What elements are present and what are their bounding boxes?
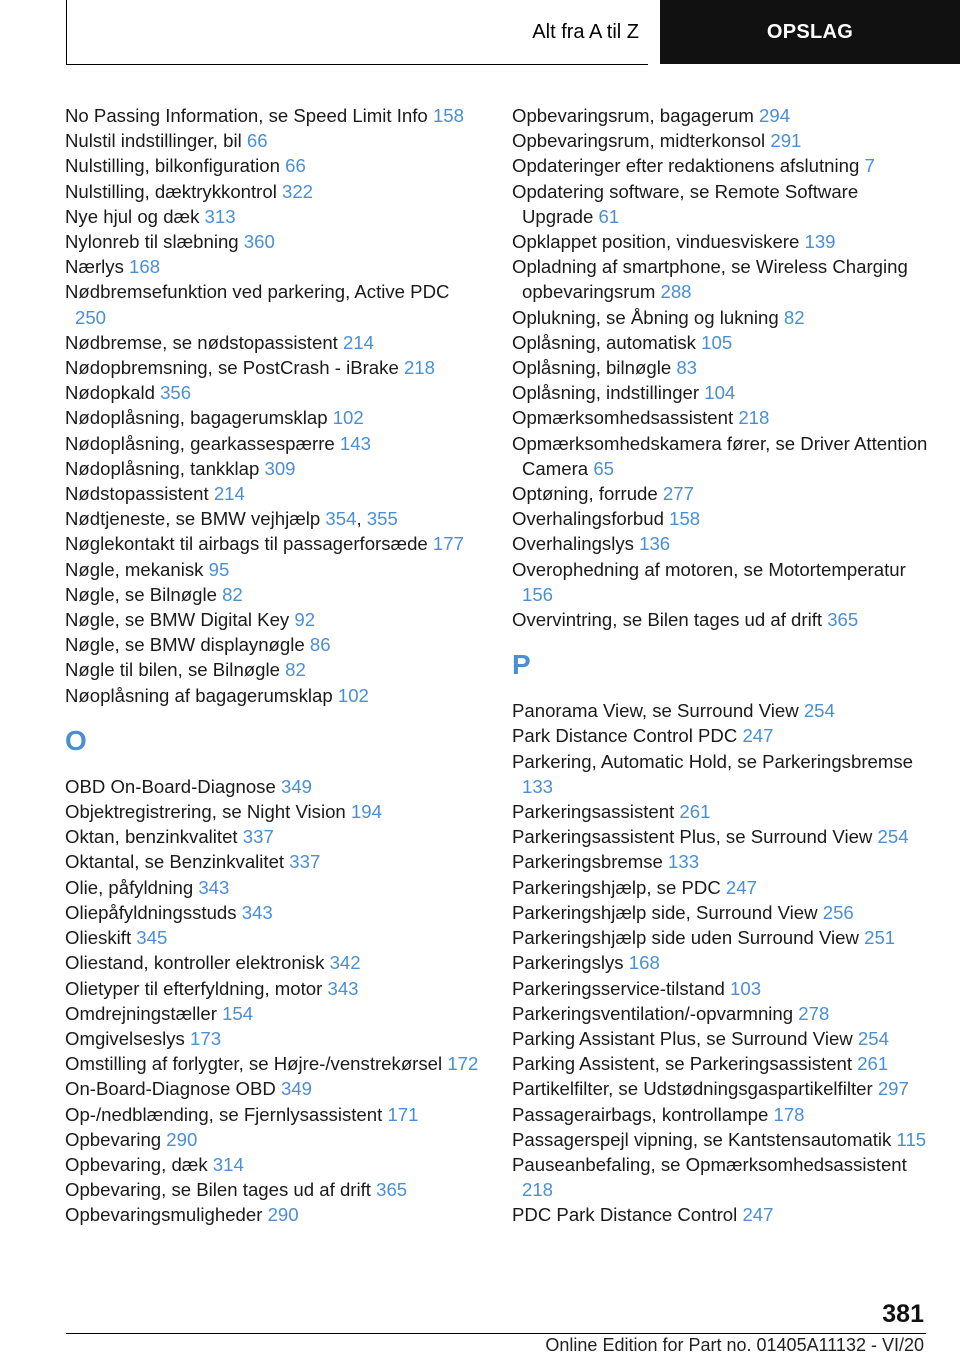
index-term: Overophedning af motoren, se Motortemperatur <box>512 558 906 580</box>
index-term: Nulstilling, bilkonfiguration <box>65 155 286 177</box>
index-term: Parkeringshjælp side, Surround View <box>512 901 823 923</box>
index-term: Overvintring, se Bilen tages ud af drift <box>512 609 828 631</box>
index-term: Nødopkald <box>65 382 161 404</box>
index-term: Parkering, Automatic Hold, se Parkeringsbremse <box>512 750 913 772</box>
index-entry <box>512 355 932 380</box>
index-term: On-Board-Diagnose OBD <box>65 1078 281 1100</box>
page-link[interactable]: 83 <box>676 357 698 379</box>
page-link[interactable]: 104 <box>704 382 736 404</box>
page-link[interactable]: 133 <box>522 775 554 797</box>
index-entry <box>512 976 932 1001</box>
index-entry <box>65 1127 485 1152</box>
index-entry <box>65 128 485 153</box>
page-link[interactable]: 354 <box>325 508 357 530</box>
page-link[interactable]: 256 <box>822 901 854 923</box>
page-link[interactable]: 291 <box>770 130 802 152</box>
index-entry <box>65 481 485 506</box>
page-link[interactable]: 261 <box>857 1053 889 1075</box>
index-term: Olieskift <box>65 927 137 949</box>
page-link[interactable]: 92 <box>294 609 316 631</box>
index-term: Opbevaring, dæk <box>65 1153 213 1175</box>
index-term: Nødoplåsning, tankklap <box>65 457 265 479</box>
page-link[interactable]: 61 <box>598 205 620 227</box>
index-term: Overhalingslys <box>512 533 640 555</box>
index-term: Parkeringsassistent Plus, se Surround View <box>512 826 878 848</box>
index-entry <box>65 531 485 556</box>
index-term: Parkeringsassistent <box>512 801 680 823</box>
index-term: No Passing Information, se Speed Limit Info <box>65 105 433 126</box>
index-term: Parkeringshjælp, se PDC <box>512 876 726 898</box>
header-rule-bottom <box>66 64 648 65</box>
index-term: Nødtjeneste, se BMW vejhjælp <box>65 508 326 530</box>
page-link[interactable]: 254 <box>857 1027 889 1049</box>
index-entry <box>65 683 485 708</box>
page-link[interactable]: 66 <box>285 155 306 177</box>
index-entry <box>512 103 932 128</box>
index-term: Park Distance Control PDC <box>512 725 743 747</box>
page-link[interactable]: 7 <box>864 155 875 177</box>
page-link[interactable]: 95 <box>208 558 230 580</box>
index-term: Nødbremse, se nødstopassistent <box>65 331 343 353</box>
index-term: Oktantal, se Benzinkvalitet <box>65 851 290 873</box>
index-term: Nøglekontakt til airbags til passagerforsæde <box>65 533 433 555</box>
page-link[interactable]: 218 <box>403 357 435 379</box>
page-link[interactable]: 156 <box>522 583 554 605</box>
index-entry <box>65 229 485 254</box>
index-term: OBD On-Board-Diagnose <box>65 775 281 797</box>
index-term: Parking Assistent, se Parkeringsassistent <box>512 1053 858 1075</box>
page-link[interactable]: 194 <box>350 801 382 823</box>
index-term: Oliepåfyldningsstuds <box>65 901 242 923</box>
index-term: Oplåsning, indstillinger <box>512 382 705 404</box>
page-link[interactable]: 355 <box>366 508 398 530</box>
page-link[interactable]: 343 <box>198 876 230 898</box>
page-link[interactable]: 322 <box>282 180 314 202</box>
index-term: Opklappet position, vinduesviskere <box>512 231 805 253</box>
index-entry <box>65 431 485 456</box>
page-link[interactable]: 343 <box>241 901 273 923</box>
page-link[interactable]: 337 <box>242 826 274 848</box>
index-entry <box>512 1127 932 1152</box>
page-link[interactable]: 139 <box>804 231 836 253</box>
index-entry <box>512 254 932 304</box>
page-link[interactable]: 314 <box>212 1153 244 1175</box>
page-link[interactable]: 356 <box>160 382 192 404</box>
index-term: Opbevaringsmuligheder <box>65 1204 268 1226</box>
page-link[interactable]: 337 <box>289 851 321 873</box>
index-entry <box>512 380 932 405</box>
page-link[interactable]: 297 <box>877 1078 909 1100</box>
footer-rule <box>66 1333 926 1334</box>
index-term: Oplåsning, bilnøgle <box>512 357 677 379</box>
page-link[interactable]: 65 <box>593 457 614 479</box>
index-entry <box>65 153 485 178</box>
index-entry <box>512 1076 932 1101</box>
index-entry <box>512 1102 932 1127</box>
page-number: 381 <box>882 1300 924 1328</box>
page-link[interactable]: 349 <box>281 775 313 797</box>
index-term: Omgivelseslys <box>65 1027 191 1049</box>
page-link[interactable]: 251 <box>864 927 896 949</box>
index-term: Oliestand, kontroller elektronisk <box>65 952 330 974</box>
page-link[interactable]: 66 <box>246 130 268 152</box>
index-entry <box>65 582 485 607</box>
index-entry <box>65 557 485 582</box>
page-link[interactable]: 365 <box>827 609 859 631</box>
index-entry <box>65 456 485 481</box>
index-entry <box>65 976 485 1001</box>
index-term: Oktan, benzinkvalitet <box>65 826 243 848</box>
index-entry <box>512 405 932 430</box>
page-link[interactable]: 247 <box>742 725 774 747</box>
index-term: Nye hjul og dæk <box>65 205 205 227</box>
index-entry <box>512 723 932 748</box>
index-term: Opdateringer efter redaktionens afslutning <box>512 155 865 177</box>
index-entry <box>512 824 932 849</box>
page-link[interactable]: 247 <box>742 1204 774 1226</box>
index-entry <box>65 950 485 975</box>
index-term: Nødoplåsning, gearkassespærre <box>65 432 340 454</box>
page-link[interactable]: 102 <box>337 684 369 706</box>
page-link[interactable]: 102 <box>332 407 364 429</box>
index-entry <box>512 179 932 229</box>
index-term: Opbevaringsrum, midterkonsol <box>512 130 771 152</box>
index-term: Nylonreb til slæbning <box>65 231 244 253</box>
page-link[interactable]: 86 <box>309 634 331 656</box>
page-link[interactable]: 349 <box>281 1078 313 1100</box>
index-term: Nøgle, se Bilnøgle <box>65 583 223 605</box>
page-link[interactable]: 168 <box>628 952 660 974</box>
page-link[interactable]: 82 <box>222 583 243 605</box>
index-entry <box>65 204 485 229</box>
page-separator: , <box>356 508 367 530</box>
index-entry <box>65 607 485 632</box>
index-entry <box>65 380 485 405</box>
index-entry <box>512 607 932 632</box>
page-link[interactable]: 115 <box>896 1128 927 1150</box>
index-term: Oplåsning, automatisk <box>512 331 702 353</box>
index-entry <box>512 481 932 506</box>
index-term: Opbevaring <box>65 1128 167 1150</box>
index-entry <box>512 849 932 874</box>
index-entry <box>65 632 485 657</box>
page-link[interactable]: 288 <box>660 281 692 303</box>
page-link[interactable]: 345 <box>136 927 168 949</box>
index-entry <box>65 279 485 329</box>
page-link[interactable]: 290 <box>267 1204 299 1226</box>
page-link[interactable]: 277 <box>662 483 694 505</box>
index-entry <box>512 229 932 254</box>
index-term: Nødoplåsning, bagagerumsklap <box>65 407 333 429</box>
page-link[interactable]: 173 <box>190 1027 222 1049</box>
index-entry <box>65 355 485 380</box>
page-link[interactable]: 254 <box>877 826 909 848</box>
index-term: Nøgle til bilen, se Bilnøgle <box>65 659 286 681</box>
index-entry <box>65 103 485 128</box>
index-term: Op-/nedblænding, se Fjernlysassistent <box>65 1103 388 1125</box>
index-term: Nøgle, se BMW displaynøgle <box>65 634 310 656</box>
index-entry <box>65 799 485 824</box>
index-entry <box>512 330 932 355</box>
index-entry <box>512 950 932 975</box>
index-term: Olie, påfyldning <box>65 876 199 898</box>
index-entry <box>65 849 485 874</box>
page-link[interactable]: 158 <box>432 105 464 126</box>
index-term: Nødbremsefunktion ved parkering, Active PDC <box>65 281 450 303</box>
index-letter-heading: O <box>65 724 87 756</box>
page-link[interactable]: 158 <box>669 508 701 530</box>
page-link[interactable]: 82 <box>783 306 805 328</box>
index-term: Parkeringshjælp side uden Surround View <box>512 927 865 949</box>
index-entry <box>65 179 485 204</box>
index-term: Passagerspejl vipning, se Kantstensautomatik <box>512 1128 897 1150</box>
index-entry <box>512 1152 932 1202</box>
index-term: Nærlys <box>65 256 130 278</box>
index-entry <box>65 1102 485 1127</box>
chapter-tab[interactable]: OPSLAG <box>660 0 960 64</box>
index-term: Opbevaring, se Bilen tages ud af drift <box>65 1179 377 1201</box>
page-link[interactable]: 254 <box>803 700 835 722</box>
page-link[interactable]: 136 <box>639 533 671 555</box>
page-link[interactable]: 250 <box>75 306 107 328</box>
page-link[interactable]: 178 <box>773 1103 805 1125</box>
index-entry <box>512 153 932 178</box>
page-link[interactable]: 172 <box>447 1053 479 1075</box>
index-term: Opmærksomhedsassistent <box>512 407 739 429</box>
page-link[interactable]: 343 <box>327 977 359 999</box>
index-column-left <box>65 103 485 1228</box>
page-link[interactable]: 171 <box>387 1103 419 1125</box>
index-term: Parkeringsservice-tilstand <box>512 977 731 999</box>
index-term: Omstilling af forlygter, se Højre-/venstrekørsel <box>65 1053 448 1075</box>
index-entry <box>512 925 932 950</box>
index-term: Nøoplåsning af bagagerumsklap <box>65 684 338 706</box>
index-term: Objektregistrering, se Night Vision <box>65 801 351 823</box>
index-term: Nødstopassistent <box>65 483 214 505</box>
page-link[interactable]: 218 <box>738 407 770 429</box>
index-term: Overhalingsforbud <box>512 508 670 530</box>
index-entry <box>512 875 932 900</box>
index-entry <box>512 749 932 799</box>
index-entry <box>512 1202 932 1227</box>
page-link[interactable]: 143 <box>339 432 371 454</box>
index-term: PDC Park Distance Control <box>512 1204 743 1226</box>
index-term: Pauseanbefaling, se Opmærksomhedsassistent <box>512 1153 907 1175</box>
page-link[interactable]: 177 <box>432 533 464 555</box>
index-term: Nøgle, se BMW Digital Key <box>65 609 295 631</box>
page-link[interactable]: 214 <box>213 483 245 505</box>
index-term: Nulstil indstillinger, bil <box>65 130 247 152</box>
page-link[interactable]: 360 <box>243 231 275 253</box>
index-entry <box>65 925 485 950</box>
index-term: Passagerairbags, kontrollampe <box>512 1103 774 1125</box>
index-entry <box>512 557 932 607</box>
index-entry <box>512 1001 932 1026</box>
index-entry <box>65 875 485 900</box>
index-entry <box>65 1026 485 1051</box>
index-letter-heading: P <box>512 649 531 681</box>
page-link[interactable]: 342 <box>329 952 361 974</box>
page-link[interactable]: 290 <box>166 1128 198 1150</box>
index-entry <box>65 774 485 799</box>
index-entry <box>65 330 485 355</box>
index-entry <box>512 531 932 556</box>
index-entry <box>512 431 932 481</box>
index-entry <box>65 657 485 682</box>
index-term: Omdrejningstæller <box>65 1002 223 1024</box>
index-entry <box>512 1051 932 1076</box>
index-entry <box>512 1026 932 1051</box>
index-term: Parkeringsventilation/-opvarmning <box>512 1002 799 1024</box>
index-entry <box>512 900 932 925</box>
index-entry <box>65 900 485 925</box>
index-entry <box>65 1076 485 1101</box>
index-entry <box>512 128 932 153</box>
index-entry <box>512 799 932 824</box>
page-link[interactable]: 133 <box>668 851 700 873</box>
index-entry <box>65 1001 485 1026</box>
page-link[interactable]: 247 <box>725 876 757 898</box>
index-term: Parkeringslys <box>512 952 629 974</box>
index-entry <box>65 1177 485 1202</box>
page-link[interactable]: 294 <box>759 105 791 126</box>
page-link[interactable]: 214 <box>343 331 375 353</box>
page-link[interactable]: 365 <box>376 1179 408 1201</box>
index-entry <box>65 1202 485 1227</box>
index-entry <box>65 506 485 531</box>
index-term: Opladning af smartphone, se Wireless Charging opbevaringsrum <box>512 256 908 303</box>
index-term: Oplukning, se Åbning og lukning <box>512 306 784 328</box>
page-link[interactable]: 105 <box>701 331 733 353</box>
index-entry <box>65 405 485 430</box>
index-term: Nødopbremsning, se PostCrash - iBrake <box>65 357 404 379</box>
page-link[interactable]: 278 <box>798 1002 830 1024</box>
index-entry <box>512 305 932 330</box>
page-link[interactable]: 82 <box>285 659 306 681</box>
index-entry <box>65 1152 485 1177</box>
index-term: Olietyper til efterfyldning, motor <box>65 977 328 999</box>
index-term: Nøgle, mekanisk <box>65 558 209 580</box>
page-link[interactable]: 168 <box>129 256 161 278</box>
page-link[interactable]: 261 <box>679 801 711 823</box>
index-term: Nulstilling, dæktrykkontrol <box>65 180 282 202</box>
page-link[interactable]: 154 <box>222 1002 254 1024</box>
index-term: Optøning, forrude <box>512 483 663 505</box>
footer-edition-text: Online Edition for Part no. 01405A11132 - VI/20 <box>545 1335 924 1355</box>
index-entry <box>65 254 485 279</box>
index-entry <box>65 824 485 849</box>
index-entry <box>512 506 932 531</box>
index-term: Partikelfilter, se Udstødningsgaspartikelfilter <box>512 1078 878 1100</box>
index-term: Opdatering software, se Remote Software Upgrade <box>512 180 859 227</box>
page-link[interactable]: 103 <box>730 977 762 999</box>
page-link[interactable]: 218 <box>522 1179 554 1201</box>
page-link[interactable]: 309 <box>264 457 296 479</box>
index-term: Opbevaringsrum, bagagerum <box>512 105 760 126</box>
section-title: Alt fra A til Z <box>532 20 639 43</box>
index-column-right <box>512 103 932 1228</box>
page-link[interactable]: 313 <box>204 205 236 227</box>
index-term: Opmærksomhedskamera fører, se Driver Attention Camera <box>512 432 928 479</box>
index-term: Panorama View, se Surround View <box>512 700 804 722</box>
index-term: Parking Assistant Plus, se Surround View <box>512 1027 858 1049</box>
index-entry <box>65 1051 485 1076</box>
index-entry <box>512 698 932 723</box>
index-term: Parkeringsbremse <box>512 851 669 873</box>
